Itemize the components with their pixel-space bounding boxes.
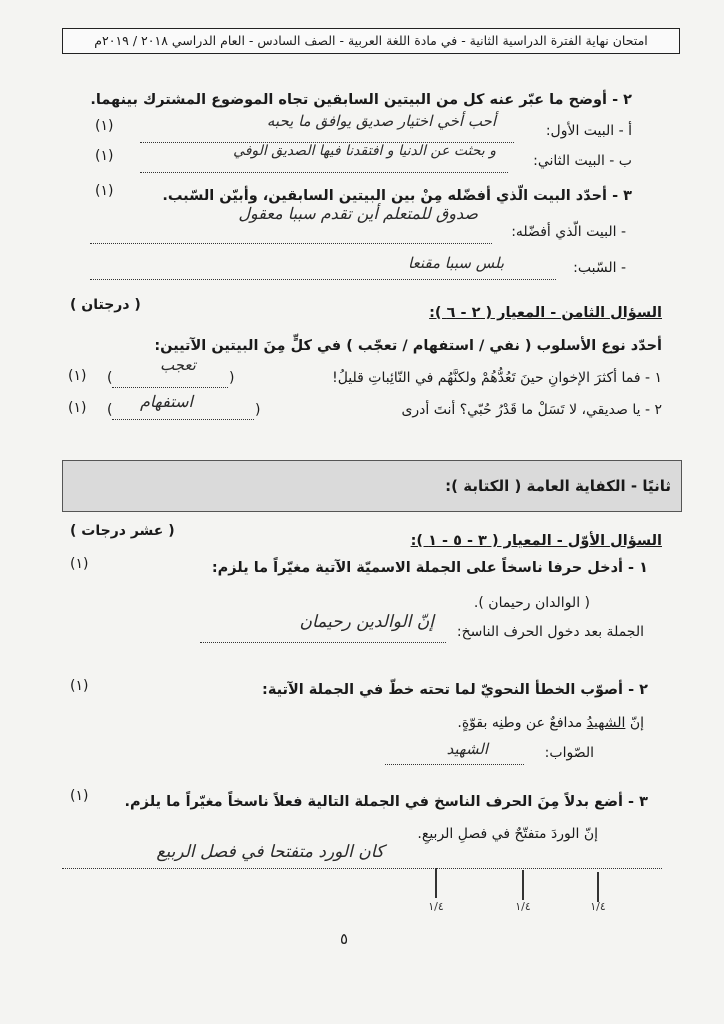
first-q2-label: الصّواب: [544, 745, 594, 761]
eighth-line1-mark: (١) [68, 368, 87, 384]
first-q2-sentence [457, 715, 644, 731]
first-q3-answer: كان الورد متفتحا في فصل الربيع [156, 842, 384, 862]
q2-line-a-label: أ - البيت الأول: [545, 123, 632, 139]
eighth-line2-mark: (١) [68, 400, 87, 416]
q2-line-a-mark: (١) [95, 118, 114, 134]
first-q3-mark: (١) [70, 788, 89, 804]
q2-line-b-dots [140, 172, 508, 173]
first-q1-mark: (١) [70, 556, 89, 572]
grader-tick-3 [597, 872, 599, 902]
q3-mark: (١) [95, 183, 114, 199]
eighth-instruction: أحدّد نوع الأسلوب ( نفي / استفهام / تعجّب ) في كلٍّ مِنَ البيتين الآتيين: [154, 338, 662, 354]
q3-line1-label: - البيت الّذي أفضّله: [511, 224, 626, 240]
grader-tick-2 [522, 870, 524, 900]
eighth-line2-dots [112, 419, 254, 420]
q3-line1-answer: صدوق للمتعلم أين تقدم سببا معقول [238, 204, 478, 223]
first-q1-answer: إنّ الوالدين رحيمان [299, 612, 434, 632]
q3-line2-dots [90, 279, 556, 280]
first-q3-sentence: إنّ الوردَ متفتّحٌ في فصلِ الربيعِ. [417, 826, 598, 842]
eighth-marks: ( درجتان ) [70, 297, 141, 313]
first-title: السؤال الأوّل - المعيار ( ٣ - ٥ - ١ ): [410, 533, 662, 549]
first-q1-label: الجملة بعد دخول الحرف الناسخ: [456, 624, 644, 640]
q3-title: ٣ - أحدّد البيت الّذي أفضّله مِنْ بين البيتين السابقين، وأبيّن السّبب. [162, 188, 632, 204]
eighth-line2-answer: استفهام [140, 392, 193, 411]
eighth-line1-dots [112, 387, 228, 388]
q2-line-a-answer: أحب أخي اختيار صديق يوافق ما يحبه [266, 112, 496, 130]
first-q3-dots [62, 868, 662, 869]
grader-fraction-2: ١/٤ [515, 900, 531, 913]
q3-line2-label: - السّبب: [573, 260, 626, 276]
first-q2-mark: (١) [70, 678, 89, 694]
eighth-line2-open-paren: ) [107, 402, 113, 418]
grader-fraction-1: ١/٤ [428, 900, 444, 913]
eighth-line1-answer: تعجب [160, 356, 196, 374]
q2-line-b-answer: و بحثت عن الدنيا و افتقدنا فيها الصديق الوفي [233, 143, 496, 159]
first-q2-sentence-c: مدافعٌ عن وطنِه بقوّةٍ. [457, 715, 583, 731]
eighth-title: السؤال الثامن - المعيار ( ٢ - ٦ ): [429, 305, 662, 321]
q2-line-b-label: ب - البيت الثاني: [533, 153, 632, 169]
first-q3-title: ٣ - أضع بدلاً مِنَ الحرف الناسخ في الجملة التالية فعلاً ناسخاً مغيّراً ما يلزم. [124, 794, 648, 810]
page-number: ٥ [340, 930, 349, 948]
first-q2-answer: الشهيد [446, 740, 488, 758]
section-two-bar: ثانيًا - الكفاية العامة ( الكتابة ): [62, 460, 682, 512]
first-q1-title: ١ - أدخل حرفا ناسخاً على الجملة الاسميّة الآتية مغيّراً ما يلزم: [211, 560, 648, 576]
grader-fraction-3: ١/٤ [590, 900, 606, 913]
first-q1-sentence: ( الوالدان رحيمان ). [473, 595, 590, 611]
q3-line1-dots [90, 243, 492, 244]
first-marks: ( عشر درجات ) [70, 523, 175, 539]
grader-tick-1 [435, 868, 437, 898]
q2-line-b-mark: (١) [95, 148, 114, 164]
q2-title: ٢ - أوضح ما عبّر عنه كل من البيتين السابقين تجاه الموضوع المشترك بينهما. [90, 92, 632, 108]
eighth-line1-open-paren: ) [107, 370, 113, 386]
first-q2-dots [385, 764, 524, 765]
eighth-line2-close-paren: ( [255, 402, 261, 418]
first-q2-underlined-word: الشهيدُ [586, 715, 626, 731]
first-q2-title: ٢ - أصوّب الخطأ النحويّ لما تحته خطّ في الجملة الآتية: [262, 682, 648, 698]
first-q2-sentence-a: إنّ [629, 715, 644, 731]
q3-line2-answer: بلس سببا مقنعا [408, 254, 504, 272]
eighth-line1-close-paren: ( [229, 370, 235, 386]
eighth-line2: ٢ - يا صديقي، لا تَسَلْ ما قَدْرُ حُبّي؟ أنتَ أدرى [401, 402, 662, 418]
exam-header: امتحان نهاية الفترة الدراسية الثانية - في مادة اللغة العربية - الصف السادس - العام الدراسي ٢٠١٨ / ٢٠١٩م [62, 28, 680, 54]
first-q1-dots [200, 642, 446, 643]
eighth-line1: ١ - فما أكثرَ الإخوانِ حينَ تَعُدُّهُمْ ولكنَّهُم في النّائِباتِ قليلُ! [332, 370, 662, 386]
